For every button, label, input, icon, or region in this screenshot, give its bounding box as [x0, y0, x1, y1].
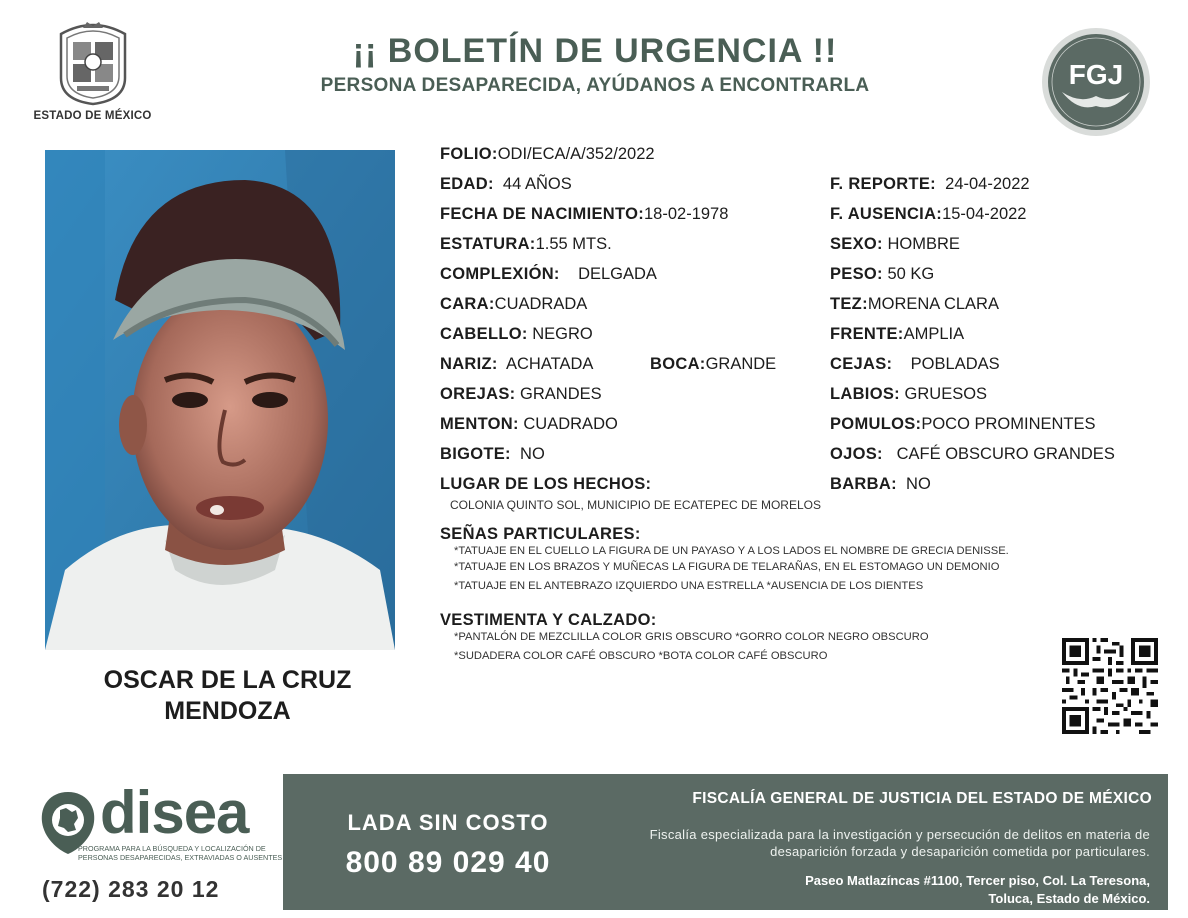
ojos-label: OJOS: — [830, 445, 883, 463]
labios-value: GRUESOS — [904, 385, 988, 403]
sexo-label: SEXO: — [830, 235, 883, 253]
address-line: Toluca, Estado de México. — [988, 891, 1150, 906]
pomulos-label: POMULOS: — [830, 415, 922, 433]
labios-label: LABIOS: — [830, 385, 900, 403]
field-frente — [830, 325, 964, 344]
bigote-label: BIGOTE: — [440, 445, 511, 463]
field-bigote — [440, 445, 545, 464]
f-reporte-label: F. REPORTE: — [830, 175, 936, 193]
barba-value: NO — [906, 475, 931, 493]
field-pomulos — [830, 415, 1096, 434]
field-orejas — [440, 385, 602, 404]
state-caption: ESTADO DE MÉXICO — [33, 110, 152, 122]
estado-de-mexico-logo — [30, 20, 155, 130]
orejas-label: OREJAS: — [440, 385, 516, 403]
bulletin-header — [200, 32, 990, 97]
field-boca — [650, 355, 776, 374]
lada-number[interactable]: 800 89 029 40 — [345, 846, 551, 879]
orejas-value: GRANDES — [520, 385, 602, 403]
complexion-label: COMPLEXIÓN: — [440, 265, 560, 283]
peso-value: 50 KG — [887, 265, 935, 283]
field-folio — [440, 145, 655, 164]
field-menton — [440, 415, 618, 434]
odisea-program: PROGRAMA PARA LA BÚSQUEDA Y LOCALIZACIÓN DE PERSONAS DESAPARECIDAS, EXTRAVIADAS O AUSENTES — [78, 844, 283, 862]
pomulos-value: POCO PROMINENTES — [921, 415, 1096, 433]
vestimenta-line: *SUDADERA COLOR CAFÉ OBSCURO *BOTA COLOR CAFÉ OBSCURO — [454, 650, 828, 662]
field-f-ausencia — [830, 205, 1026, 224]
cara-label: CARA: — [440, 295, 495, 313]
complexion-value: DELGADA — [578, 265, 657, 283]
edad-value: 44 AÑOS — [502, 175, 572, 193]
nariz-value: ACHATADA — [505, 355, 594, 373]
field-lugar-label — [440, 475, 651, 494]
page-title: ¡¡ BOLETÍN DE URGENCIA !! — [352, 32, 838, 70]
cejas-value: POBLADAS — [910, 355, 1000, 373]
f-ausencia-value: 15-04-2022 — [942, 205, 1027, 223]
sexo-value: HOMBRE — [887, 235, 960, 253]
senas-title: SEÑAS PARTICULARES: — [440, 525, 641, 543]
tez-value: MORENA CLARA — [867, 295, 999, 313]
estatura-label: ESTATURA: — [440, 235, 536, 253]
odisea-brand: disea — [100, 779, 249, 846]
agency-address — [590, 872, 1150, 908]
boca-label: BOCA: — [650, 355, 706, 373]
person-name-line2: MENDOZA — [164, 697, 291, 725]
barba-label: BARBA: — [830, 475, 897, 493]
coat-of-arms-icon — [53, 20, 133, 106]
folio-label: FOLIO: — [440, 145, 498, 163]
field-labios — [830, 385, 987, 404]
senas-line: *TATUAJE EN EL ANTEBRAZO IZQUIERDO UNA ESTRELLA *AUSENCIA DE LOS DIENTES — [454, 580, 924, 592]
f-ausencia-label: F. AUSENCIA: — [830, 205, 943, 223]
lugar-label: LUGAR DE LOS HECHOS: — [440, 475, 652, 493]
cara-value: CUADRADA — [494, 295, 588, 313]
menton-label: MENTON: — [440, 415, 519, 433]
field-fecha-nacimiento — [440, 205, 728, 224]
fecha-nacimiento-label: FECHA DE NACIMIENTO: — [440, 205, 644, 223]
vestimenta-title: VESTIMENTA Y CALZADO: — [440, 611, 657, 629]
footer-band — [283, 774, 1168, 910]
person-photo — [45, 150, 395, 650]
fgj-logo-text: FGJ — [1068, 59, 1124, 90]
fgj-logo — [1040, 26, 1152, 138]
cejas-label: CEJAS: — [830, 355, 893, 373]
field-cara — [440, 295, 587, 314]
field-complexion — [440, 265, 657, 284]
person-name-line1: OSCAR DE LA CRUZ — [103, 666, 352, 694]
field-cabello — [440, 325, 593, 344]
odisea-logo — [30, 779, 283, 912]
menton-value: CUADRADO — [523, 415, 618, 433]
missing-person-photo-icon — [45, 150, 395, 650]
field-peso — [830, 265, 934, 284]
f-reporte-value: 24-04-2022 — [945, 175, 1030, 193]
boca-value: GRANDE — [705, 355, 777, 373]
bigote-value: NO — [520, 445, 545, 463]
estatura-value: 1.55 MTS. — [535, 235, 612, 253]
frente-label: FRENTE: — [830, 325, 904, 343]
field-tez — [830, 295, 999, 314]
vestimenta-line: *PANTALÓN DE MEZCLILLA COLOR GRIS OBSCURO *GORRO COLOR NEGRO OBSCURO — [454, 631, 929, 643]
qr-code-icon[interactable] — [1062, 638, 1158, 734]
field-sexo — [830, 235, 960, 254]
field-cejas — [830, 355, 1000, 374]
field-barba — [830, 475, 931, 494]
address-line: Paseo Matlazíncas #1100, Tercer piso, Col. La Teresona, — [805, 873, 1150, 888]
cabello-value: NEGRO — [532, 325, 593, 343]
edad-label: EDAD: — [440, 175, 494, 193]
fecha-nacimiento-value: 18-02-1978 — [644, 205, 729, 223]
field-ojos — [830, 445, 1115, 464]
field-estatura — [440, 235, 612, 254]
lada-label: LADA SIN COSTO — [347, 810, 549, 835]
person-name — [45, 665, 410, 727]
lugar-value: COLONIA QUINTO SOL, MUNICIPIO DE ECATEPEC DE MORELOS — [450, 498, 821, 512]
frente-value: AMPLIA — [903, 325, 965, 343]
ojos-value: CAFÉ OBSCURO GRANDES — [896, 445, 1115, 463]
senas-line: *TATUAJE EN EL CUELLO LA FIGURA DE UN PAYASO Y A LOS LADOS EL NOMBRE DE GRECIA DENISSE. — [454, 545, 1009, 557]
page-subtitle: PERSONA DESAPARECIDA, AYÚDANOS A ENCONTRARLA — [320, 75, 870, 96]
senas-line: *TATUAJE EN LOS BRAZOS Y MUÑECAS LA FIGURA DE TELARAÑAS, EN EL ESTOMAGO UN DEMONIO — [454, 561, 1000, 573]
cabello-label: CABELLO: — [440, 325, 528, 343]
field-f-reporte — [830, 175, 1030, 194]
odisea-phone[interactable]: (722) 283 20 12 — [42, 876, 220, 902]
peso-label: PESO: — [830, 265, 883, 283]
nariz-label: NARIZ: — [440, 355, 498, 373]
agency-description: Fiscalía especializada para la investigación y persecución de delitos en materia de desaparición forzada y desaparición cometida por particulares. — [649, 827, 1150, 859]
agency-name: FISCALÍA GENERAL DE JUSTICIA DEL ESTADO DE MÉXICO — [692, 790, 1152, 807]
field-edad — [440, 175, 572, 194]
folio-value: ODI/ECA/A/352/2022 — [497, 145, 655, 163]
tez-label: TEZ: — [830, 295, 868, 313]
field-nariz — [440, 355, 593, 374]
